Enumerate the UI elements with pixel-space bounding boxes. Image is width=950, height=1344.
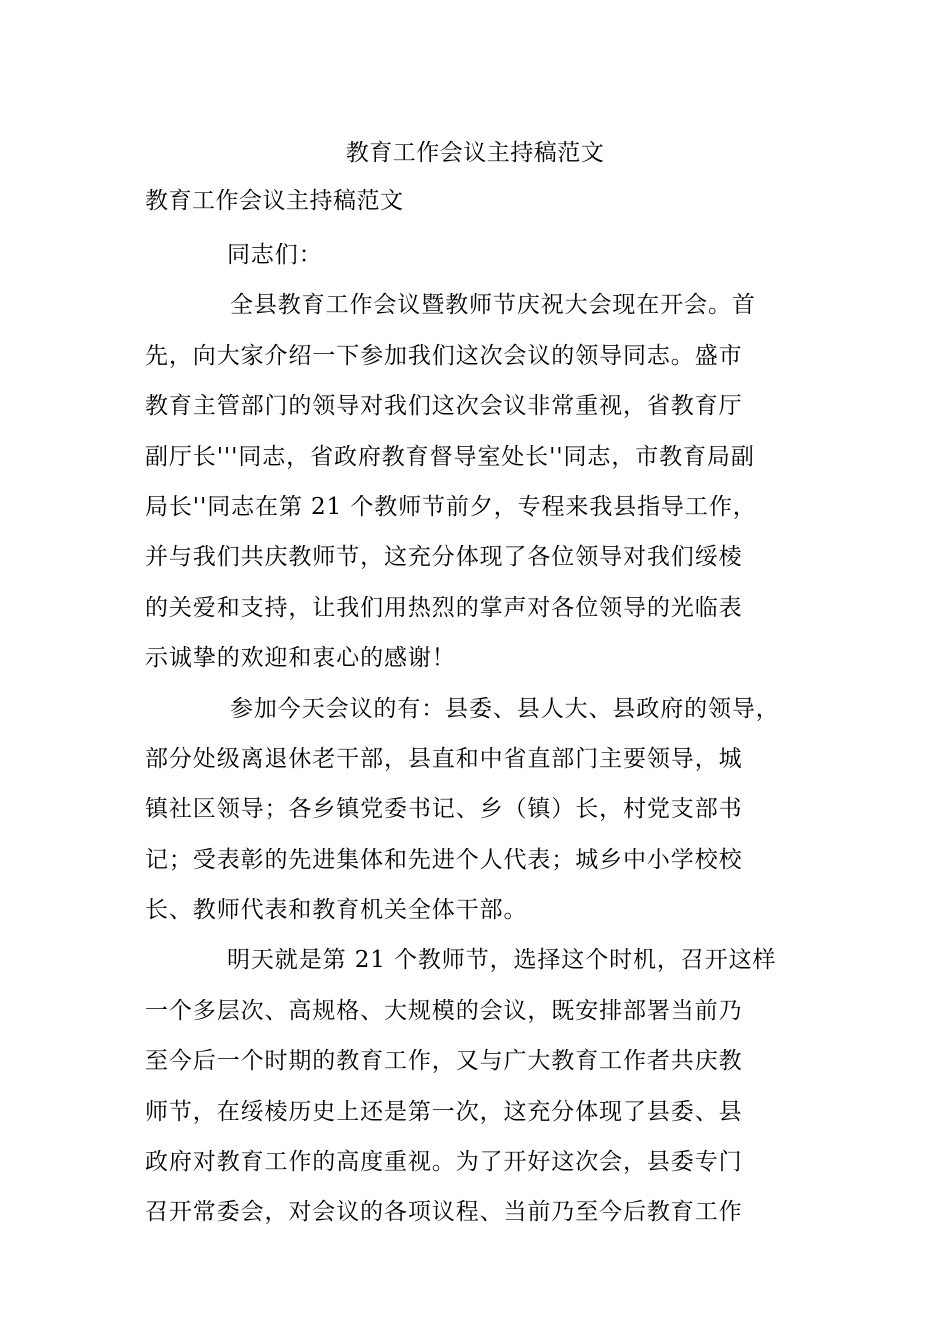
paragraph-line: 参加今天会议的有：县委、县人大、县政府的领导，: [230, 695, 780, 722]
paragraph-line: 镇社区领导；各乡镇党委书记、乡（镇）长，村党支部书: [145, 796, 743, 823]
paragraph-line: 长、教师代表和教育机关全体干部。: [145, 897, 528, 924]
paragraph-line: 召开常委会，对会议的各项议程、当前乃至今后教育工作: [145, 1199, 743, 1226]
paragraph-line: 并与我们共庆教师节，这充分体现了各位领导对我们绥棱: [145, 544, 743, 571]
salutation-line: 同志们：: [227, 242, 323, 268]
paragraph-line: 至今后一个时期的教育工作，又与广大教育工作者共庆教: [145, 1048, 743, 1075]
paragraph-line: 先，向大家介绍一下参加我们这次会议的领导同志。盛市: [145, 342, 743, 369]
paragraph-line: 部分处级离退休老干部，县直和中省直部门主要领导，城: [145, 745, 743, 772]
paragraph-line: 师节，在绥棱历史上还是第一次，这充分体现了县委、县: [145, 1098, 743, 1125]
paragraph-line: 政府对教育工作的高度重视。为了开好这次会，县委专门: [145, 1149, 743, 1176]
paragraph-line: 示诚挚的欢迎和衷心的感谢！: [145, 645, 456, 672]
paragraph-line: 局长''同志在第 21 个教师节前夕，专程来我县指导工作，: [145, 493, 757, 520]
paragraph-line: 明天就是第 21 个教师节，选择这个时机，召开这样: [227, 947, 777, 974]
paragraph-line: 教育主管部门的领导对我们这次会议非常重视，省教育厅: [145, 393, 743, 420]
document-subtitle: 教育工作会议主持稿范文: [145, 188, 404, 214]
paragraph-line: 的关爱和支持，让我们用热烈的掌声对各位领导的光临表: [145, 594, 743, 621]
paragraph-line: 记；受表彰的先进集体和先进个人代表；城乡中小学校校: [145, 846, 743, 873]
document-body: [145, 230, 835, 1238]
paragraph-line: 全县教育工作会议暨教师节庆祝大会现在开会。首: [230, 292, 756, 319]
paragraph-line: 一个多层次、高规格、大规模的会议，既安排部署当前乃: [145, 997, 743, 1024]
document-title: 教育工作会议主持稿范文: [345, 140, 605, 166]
paragraph-line: 副厅长'''同志，省政府教育督导室处长''同志，市教育局副: [145, 443, 755, 470]
